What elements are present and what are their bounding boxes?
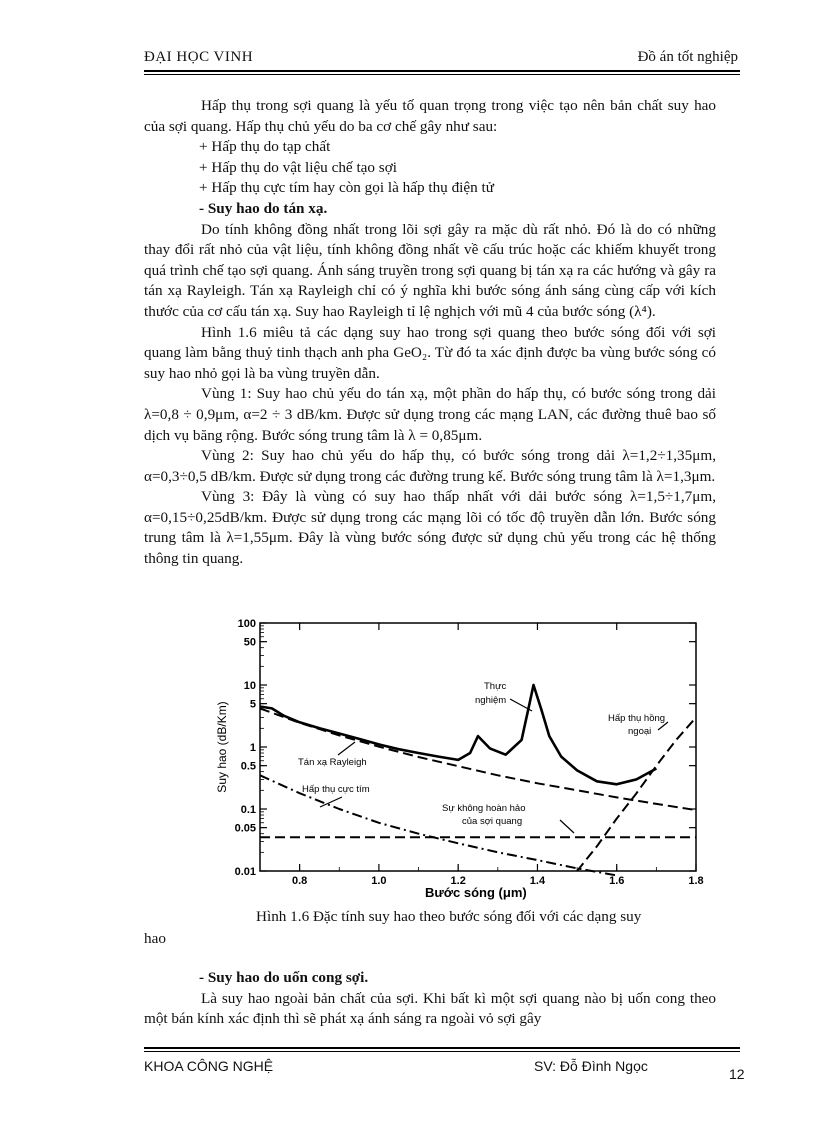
y-axis-label: Suy hao (dB/Km)	[215, 701, 229, 793]
y-tick-label: 0.05	[234, 822, 256, 835]
paragraph: Vùng 3: Đây là vùng có suy hao thấp nhất với dải bước sóng λ=1,5÷1,7μm, α=0,15÷0,25dB/km. Được sử dụng trong các mạng lõi có tốc độ truyền dẫn lớn. Bước sóng trung tâm là λ=1,55μm. Đây là vùng bước sóng được sử dụng chủ yếu trong các hệ thống thông tin quang.	[144, 488, 716, 568]
y-tick-label: 100	[237, 618, 256, 630]
y-tick-label: 10	[243, 680, 256, 692]
x-tick-label: 1.6	[609, 875, 625, 887]
paragraph: Hình 1.6 miêu tả các dạng suy hao trong sợi quang theo bước sóng đối với sợi quang làm bằng thuỷ tinh thạch anh pha GeO₂. Từ đó ta xác định được ba vùng bước sóng có suy hao nhỏ gọi là ba vùng truyền dẫn.	[144, 323, 716, 382]
y-tick-label: 5	[249, 698, 256, 711]
attenuation-figure	[210, 617, 710, 908]
figure-caption	[144, 906, 716, 950]
plot-frame	[260, 623, 696, 871]
label-hong-ngoai: ngoại	[628, 726, 652, 737]
footer-rule-thin	[144, 1051, 740, 1052]
bullet-item: + Hấp thụ do tạp chất	[199, 138, 331, 156]
paragraph: Hấp thụ trong sợi quang là yếu tố quan trọng trong việc tạo nên bản chất suy hao của sợi quang. Hấp thụ chủ yếu do ba cơ chế gây như sau:	[144, 97, 716, 135]
paragraph: Là suy hao ngoài bản chất của sợi. Khi bất kì một sợi quang nào bị uốn cong theo một bán kính xác định thì sẽ phát xạ ánh sáng ra ngoài vỏ sợi gây	[144, 989, 716, 1028]
paragraph: Vùng 1: Suy hao chủ yếu do tán xạ, một phần do hấp thụ, có bước sóng trong dải λ=0,8 ÷ 0,9μm, α=2 ÷ 3 dB/km. Được sử dụng trong các mạng LAN, các đường thuê bao số dịch vụ băng rộng. Bước sóng trung tâm là λ = 0,85μm.	[144, 385, 716, 444]
y-tick-label: 50	[243, 636, 256, 649]
x-tick-label: 1.0	[371, 875, 387, 887]
body-text	[144, 96, 716, 570]
bullet-item: + Hấp thụ cực tím hay còn gọi là hấp thụ điện tử	[199, 179, 494, 197]
section-heading: - Suy hao do tán xạ.	[199, 199, 328, 217]
y-tick-label: 0.1	[240, 804, 256, 816]
x-axis-label: Bước sóng (μm)	[425, 885, 527, 900]
page-number: 12	[729, 1066, 745, 1082]
label-khong-hoan-hao: Sự không hoàn hảo	[442, 803, 526, 814]
footer-faculty: KHOA CÔNG NGHỆ	[144, 1058, 274, 1074]
x-tick-label: 1.8	[688, 875, 704, 887]
label-hong-ngoai: Hấp thụ hồng	[608, 713, 666, 724]
series-line-0	[260, 685, 656, 784]
header-rule	[144, 70, 740, 72]
arrow-rayleigh	[338, 742, 355, 755]
x-tick-label: 0.8	[291, 875, 308, 887]
footer-rule	[144, 1047, 740, 1049]
label-cuc-tim: Hấp thụ cực tím	[302, 784, 370, 795]
label-thuc-nghiem: Thực	[484, 681, 507, 692]
arrow-khong-hoan-hao	[560, 820, 574, 833]
label-khong-hoan-hao: của sợi quang	[462, 816, 523, 827]
label-rayleigh: Tán xạ Rayleigh	[298, 757, 367, 768]
section-heading: - Suy hao do uốn cong sợi.	[199, 969, 369, 986]
y-tick-label: 0.5	[240, 760, 256, 773]
bullet-item: + Hấp thụ do vật liệu chế tạo sợi	[199, 158, 397, 176]
caption-line: Hình 1.6 Đặc tính suy hao theo bước sóng đối với các dạng suy	[256, 908, 642, 925]
header-doc-type: Đồ án tốt nghiệp	[637, 49, 738, 65]
y-tick-label: 0.01	[234, 866, 256, 878]
paragraph: Do tính không đồng nhất trong lõi sợi gây ra mặc dù rất nhỏ. Đó là do có những thay đổi rất nhỏ của vật liệu, tính không đồng nhất về cấu trúc hoặc các khiếm khuyết trong quá trình chế tạo sợi quang. Ánh sáng truyền trong sợi quang bị tán xạ ra các hướng và gây ra tán xạ Rayleigh. Tán xạ Rayleigh chỉ có ý nghĩa khi bước sóng ánh sáng cùng cấp với kích thước của cơ cấu tán xạ. Suy hao Rayleigh tỉ lệ nghịch với mũ 4 của bước sóng (λ⁴).	[144, 220, 716, 320]
label-thuc-nghiem: nghiệm	[475, 695, 507, 706]
header-rule-thin	[144, 74, 740, 75]
x-tick-label: 1.4	[529, 875, 546, 887]
x-tick-label: 1.2	[450, 875, 466, 887]
caption-line: hao	[144, 930, 166, 947]
bending-loss-section	[144, 968, 716, 1030]
attenuation-chart	[210, 617, 710, 903]
footer-student: SV: Đỗ Đình Ngọc	[534, 1058, 648, 1074]
paragraph: Vùng 2: Suy hao chủ yếu do hấp thụ, có bước sóng trong dải λ=1,2÷1,35μm, α=0,3÷0,5 dB/km. Được sử dụng trong các đường trung kế. Bước sóng trung tâm là λ=1,3μm.	[144, 447, 716, 485]
header-university: ĐẠI HỌC VINH	[144, 49, 254, 65]
y-tick-label: 1	[249, 742, 256, 754]
